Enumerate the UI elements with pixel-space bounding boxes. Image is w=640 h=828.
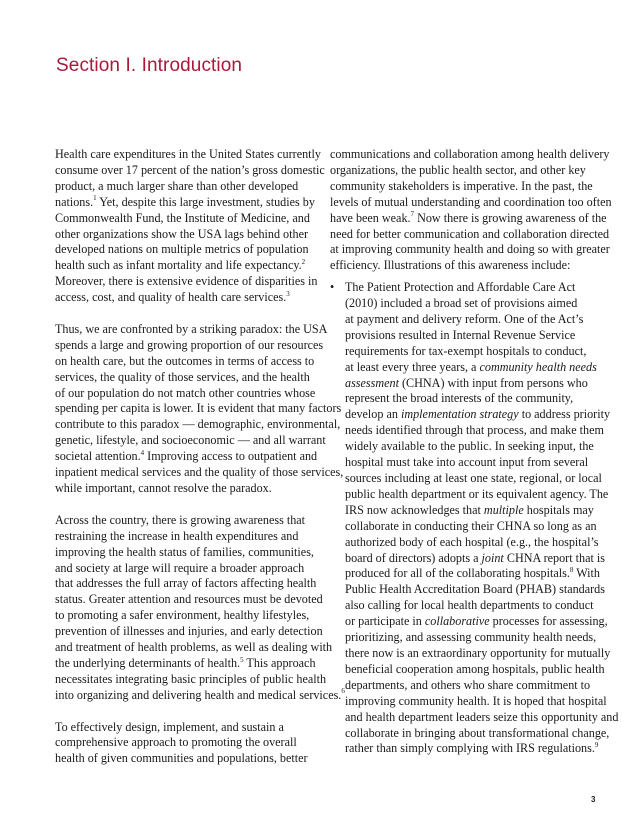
term-multiple: multiple bbox=[483, 502, 524, 517]
footnote-ref-2: 2 bbox=[301, 258, 306, 266]
footnote-ref-1: 1 bbox=[93, 194, 97, 203]
term-assessment: assessment bbox=[345, 375, 399, 390]
paragraph-design: To effectively design, implement, and sustain a comprehensive approach to promoting the overall health of given communities and populations, better bbox=[55, 719, 308, 766]
footnote-ref-4: 4 bbox=[140, 448, 145, 457]
footnote-ref-5: 5 bbox=[240, 655, 244, 664]
footnote-ref-7: 7 bbox=[410, 210, 415, 219]
term-collaborative: collaborative bbox=[424, 614, 490, 629]
right-column bbox=[330, 147, 619, 757]
paragraph-expenditures: Health care expenditures in the United States currently consume over 17 percent of the nation’s gross domestic product, a much larger share than other developed nations.$^1$ Yet, despite this large investment, studies by Commonwealth Fund, the Institute of Medicine, and other organizations show the USA lags behind other developed nations on multiple metrics of population health such as infant mortality and life expectancy.$^2$ Moreover, there is extensive evidence of disparities in access, cost, and quality of health care services.$^3$ bbox=[55, 147, 325, 305]
footnote-ref-9: 9 bbox=[594, 741, 599, 750]
page-number: 3 bbox=[591, 795, 596, 804]
bullet-dot: • bbox=[330, 280, 335, 295]
bullet-list bbox=[330, 280, 619, 757]
term-joint: joint bbox=[481, 550, 504, 565]
footnote-ref-8: 8 bbox=[569, 566, 574, 575]
footnote-ref-6: 6 bbox=[341, 687, 345, 696]
paragraph-broader-approach: Across the country, there is growing awareness that restraining the increase in health expenditures and improving the health status of families, communities, and society at large will require a broader approach that addresses the full array of factors affecting health status. Greater attention and resources must be devoted to promoting a safer environment, healthy lifestyles, prevention of illnesses and injuries, and early detection and treatment of health problems, as well as dealing with the underlying determinants of health.$^5$ This approach necessitates integrating basic principles of public health into organizing and delivering health and medical services.$^6$ bbox=[55, 512, 345, 702]
paragraph-communications: communications and collaboration among health delivery organizations, the public health sector, and other key community stakeholders is imperative. In the past, the levels of mutual understanding and coordination too often have been weak.$^7$ Now there is growing awareness of the need for better communication and collaboration directed at improving community health and doing so with greater efficiency. Illustrations of this awareness include: bbox=[330, 147, 612, 273]
section-title: Section I. Introduction bbox=[56, 55, 243, 76]
footnote-ref-3: 3 bbox=[286, 289, 290, 298]
left-column bbox=[55, 147, 345, 783]
term-implementation-strategy: implementation strategy bbox=[400, 407, 519, 422]
paragraph-paradox: Thus, we are confronted by a striking paradox: the USA spends a large and growing proportion of our resources on health care, but the outcomes in terms of access to services, the quality of those services, and the health of our population do not match other countries whose spending per capita is lower. It is evident that many factors contribute to this paradox — demographic, environmental, genetic, lifestyle, and socioeconomic — and all warrant societal attention.$^4$ Improving access to outpatient and inpatient medical services and the quality of those services, while important, cannot resolve the paradox. bbox=[55, 321, 344, 496]
term-chna: community health needs bbox=[479, 359, 597, 374]
bullet-item-aca: • The Patient Protection and Affordable Care Act (2010) included a broad set of provisions aimed at payment and delivery reform. One of the Act’s provisions resulted in Internal Revenue Service requirements for tax-exempt hospitals to conduct, at least every three years, a community health needs assessment (CHNA) with input from persons who represent the broad interests of the community, develop an implementation strategy to address priority needs identified through that process, and make them widely available to the public. In seeking input, the hospital must take into account input from several sources including at least one state, regional, or local public health department or its equivalent agency. The IRS now acknowledges that multiple hospitals may collaborate in conducting their CHNA so long as an authorized body of each hospital (e.g., the hospital’s board of directors) adopts a joint CHNA report that is produced for all of the collaborating hospitals.$^8$ With Public Health Accreditation Board (PHAB) standards also calling for local health departments to conduct or participate in collaborative processes for assessing, prioritizing, and assessing community health needs, there now is an extraordinary opportunity for mutually beneficial cooperation among hospitals, public health departments, and others who share commitment to improving community health. It is hoped that hospital and health department leaders seize this opportunity and collaborate in bringing about transformational change, rather than simply complying with IRS regulations.$^9$ bbox=[330, 280, 619, 756]
